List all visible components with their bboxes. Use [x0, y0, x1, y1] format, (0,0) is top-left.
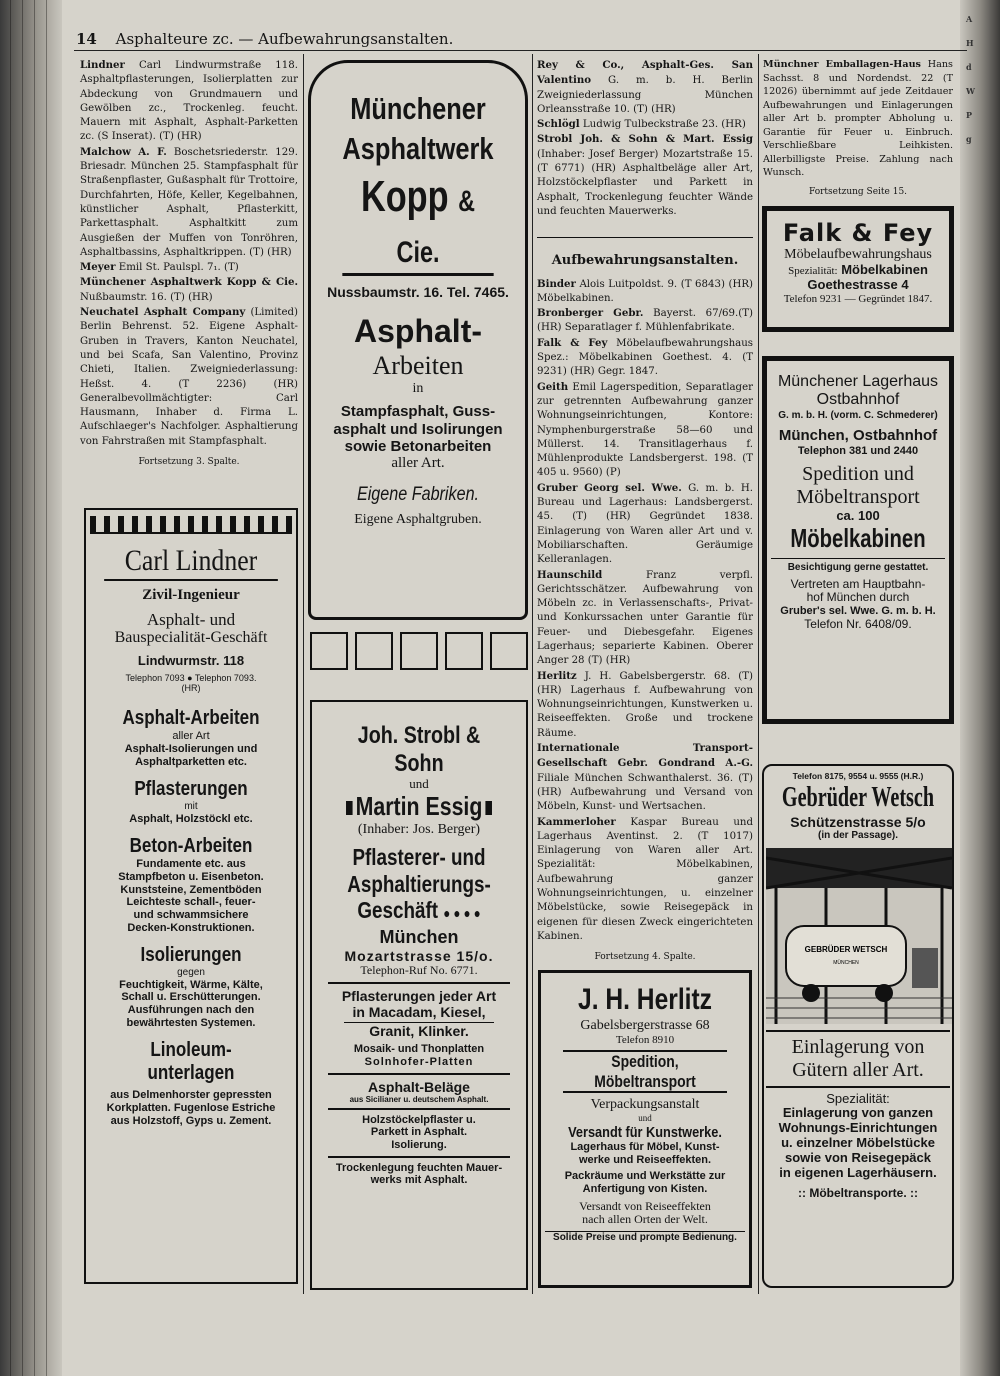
- ad-strobl-line: Pflasterungen jeder Art: [341, 988, 497, 1004]
- entry-name: Strobl Joh. & Sohn & Mart. Essig: [537, 133, 753, 146]
- continuation-note: Fortsetzung Seite 15.: [808, 186, 908, 197]
- ad-lagerhaus-line: Telefon Nr. 6408/09.: [804, 616, 912, 631]
- ad-lindner-heading: Beton-Arbeiten: [129, 835, 253, 858]
- entry-name: Gruber Georg sel. Wwe.: [537, 481, 682, 494]
- ad-herlitz-line: Solide Preise und prompte Bedienung.: [545, 1231, 745, 1244]
- ad-kopp-line: in: [412, 381, 424, 397]
- ad-herlitz: [538, 970, 752, 1288]
- ad-strobl-line: Martin Essig: [336, 792, 502, 822]
- entry-text: G. m. b. H. Berlin Zweigniederlassung München Orleansstraße 10. (T) (HR): [537, 75, 753, 115]
- entry-name: Malchow A. F.: [80, 145, 167, 158]
- continuation-note: Fortsetzung 3. Spalte.: [138, 457, 240, 468]
- ad-strobl-line: Granit, Klinker.: [344, 1022, 494, 1039]
- entry-name: Herlitz: [537, 669, 577, 682]
- ad-lindner-heading: Isolierungen: [140, 944, 242, 967]
- ad-lindner-line: (HR): [181, 682, 201, 693]
- ad-lindner-line: Decken-Konstruktionen.: [127, 921, 255, 934]
- ad-wetsch-line: in eigenen Lagerhäusern.: [779, 1165, 937, 1181]
- ad-kopp-line: Arbeiten: [372, 351, 464, 381]
- ad-lindner-heading: unterlagen: [147, 1062, 235, 1085]
- ad-wetsch-line: Einlagerung von ganzen: [782, 1105, 934, 1121]
- column-3-listings: [537, 58, 753, 965]
- ad-muenchener-lagerhaus: [762, 356, 954, 724]
- ad-falk-fey: [762, 206, 954, 332]
- ad-lindner-line: Bauspecialität-Geschäft: [114, 629, 268, 647]
- book-binding: [0, 0, 62, 1376]
- ad-lagerhaus-line: hof München durch: [806, 590, 910, 605]
- ad-wetsch-line: Gütern aller Art.: [766, 1059, 950, 1088]
- next-page-edge: A H d W P g: [960, 0, 1000, 1376]
- directory-entry: [80, 145, 298, 260]
- running-title: Asphalteure zc. — Aufbewahrungsanstalten.: [115, 30, 454, 48]
- ad-lagerhaus-line: G. m. b. H. (vorm. C. Schmederer): [778, 409, 938, 421]
- ad-lindner-heading: Linoleum-: [150, 1039, 232, 1062]
- ad-falk-line: Falk & Fey: [782, 219, 934, 247]
- ad-lagerhaus-line: Gruber's sel. Wwe. G. m. b. H.: [780, 605, 936, 618]
- ad-kopp-line: asphalt und Isolirungen: [333, 420, 503, 438]
- ad-strobl-line: in Macadam, Kiesel,: [352, 1004, 486, 1021]
- ad-lindner-line: gegen: [177, 967, 205, 979]
- ad-herlitz-line: Lagerhaus für Möbel, Kunst-: [570, 1141, 720, 1154]
- entry-name: Rey & Co., Asphalt-Ges. San Valentino: [537, 59, 753, 87]
- entry-name: Schlögl: [537, 118, 580, 131]
- ad-herlitz-line: werke und Reiseeffekten.: [578, 1153, 712, 1166]
- ad-lindner-line: aus Delmenhorster gepressten: [110, 1089, 272, 1102]
- entry-name: Münchner Emballagen-Haus: [763, 59, 921, 70]
- entry-name: Falk & Fey: [537, 336, 608, 349]
- ad-herlitz-line: Versandt von Reiseeffekten: [579, 1198, 711, 1213]
- ad-strobl-line: aus Sicilianer u. deutschem Asphalt.: [349, 1094, 489, 1104]
- directory-entry: [80, 260, 298, 275]
- ad-herlitz-line: Spedition, Möbeltransport: [563, 1050, 727, 1093]
- ad-herlitz-line: J. H. Herlitz: [578, 983, 712, 1016]
- entry-text: Boschetsriederstr. 129. Briesadr. München 25. Stampfasphalt für Straßenpflaster, Gußasphalt für Trottoire, Durchfahrten, Höfe, Keller, Kegelbahnen, künstlicher Asphalt, Pflasterkitt, Parkettasphalt. Asphaltkitt zum Ausgießen der Muffen von Tonröhren, Asphaltbassins, Asphaltkrippen. (T) (HR): [80, 146, 298, 258]
- ad-kopp-asphaltwerk: [308, 60, 528, 620]
- ad-carl-lindner: [84, 508, 298, 1284]
- ad-lindner-telephone: Telephon 7093 ● Telephon 7093.: [125, 672, 257, 683]
- page-number: 14: [76, 30, 97, 48]
- ad-lindner-line: Kunststeine, Zementböden: [120, 883, 262, 896]
- entry-text: Ludwig Tulbeckstraße 23. (HR): [582, 119, 746, 131]
- ad-strobl-line: Telephon-Ruf No. 6771.: [360, 963, 478, 978]
- entry-text: Kaspar Bureau und Lagerhaus Aventinst. 2. (T 1017) Einlagerung von Waren aller Art. Spezialität: Möbelkabinen, Aufbewahrung ganzer Wohnungseinrichtungen, u. einzelner Möbelstücke, sowie Reisegepäck in eigenen für diesen Zweck eingerichteten Kabinen.: [537, 816, 753, 942]
- ad-lagerhaus-line: Besichtigung gerne gestattet.: [771, 558, 945, 574]
- ad-lindner-line: Lindwurmstr. 118: [137, 652, 245, 668]
- ad-wetsch-line: Wohnungs-Einrichtungen: [778, 1120, 938, 1136]
- wagon-lettering: MÜNCHEN: [833, 959, 859, 966]
- ad-kopp-name: Kopp & Cie.: [342, 172, 493, 276]
- ad-wetsch-line: Schützenstrasse 5/o: [790, 813, 926, 830]
- ad-falk-line: Möbelaufbewahrungshaus: [784, 247, 932, 262]
- entry-text: Carl Lindwurmstraße 118. Asphaltpflasterungen, Isolierplatten zur Abdeckung von Grundmauern und Gewölben zc., Trockenleg. feucht. Mauern mit Asphalt, Asphalt-Parketten zc. (S Inserat). (T) (HR): [80, 60, 298, 143]
- ad-strobl-line: München: [379, 927, 459, 948]
- ad-lindner-heading: Pflasterungen: [134, 778, 248, 801]
- warehouse-illustration: [766, 848, 952, 1024]
- directory-entry: [537, 306, 753, 336]
- column-1-listings: [80, 58, 298, 469]
- entry-text: Emil St. Paulspl. 7₁. (T): [118, 262, 239, 274]
- ad-kopp-line: Asphalt-: [354, 312, 482, 349]
- ad-kopp-line: Eigene Asphaltgruben.: [354, 512, 482, 528]
- ad-wetsch-line: Telefon 8175, 9554 u. 9555 (H.R.): [792, 771, 924, 781]
- directory-entry: [537, 277, 753, 307]
- ad-strobl-line: und: [409, 776, 429, 792]
- ad-strobl-line: Asphaltierungs-: [347, 870, 491, 897]
- ad-lindner-line: Feuchtigkeit, Wärme, Kälte,: [119, 978, 263, 991]
- ad-gebrueder-wetsch: [762, 764, 954, 1288]
- ad-kopp-line: Asphaltwerk: [342, 130, 494, 166]
- ad-lagerhaus-line: ca. 100: [836, 508, 880, 524]
- directory-entry: [537, 568, 753, 669]
- ad-lindner-line: Asphalt-Isolierungen und: [124, 742, 258, 755]
- ad-wetsch-line: Spezialität:: [826, 1090, 890, 1106]
- continuation-note: Fortsetzung 4. Spalte.: [594, 952, 696, 963]
- directory-entry: [763, 58, 953, 180]
- ad-lagerhaus-line: Münchener Lagerhaus: [777, 373, 939, 390]
- ad-lindner-line: aller Art: [172, 730, 210, 743]
- ad-lindner-line: Schall u. Erschütterungen.: [121, 991, 261, 1004]
- ad-lindner-heading: Asphalt-Arbeiten: [122, 707, 260, 730]
- entry-text: Franz verpfl. Gerichtsschätzer. Aufbewahrung von Möbeln zc. in Verlassenschafts-, Privat- und Konkurssachen unter Garantie für Feuer- und Diebesgefahr. Eigenes Lagerhaus; separierte Kabinen. Oberer Anger 28 (T) (HR): [537, 569, 753, 667]
- entry-name: Internationale Transport-Gesellschaft Gebr. Gondrand A.-G.: [537, 742, 753, 770]
- ad-lindner-line: Asphalt- und: [146, 609, 236, 629]
- directory-entry: [537, 117, 753, 132]
- ad-wetsch-line: Einlagerung von: [766, 1030, 950, 1059]
- ad-lindner-line: Asphalt, Holzstöckl etc.: [129, 812, 253, 825]
- entry-text: J. H. Gabelsbergerstr. 68. (T) (HR) Lagerhaus f. Aufbewahrung von Wohnungseinrichtungen, Kunstwerken u. Reiseeffekten. Große und trockene Räume.: [537, 670, 753, 739]
- entry-text: Nußbaumstr. 16. (T) (HR): [80, 291, 213, 303]
- ad-lagerhaus-line: München, Ostbahnhof: [778, 427, 938, 445]
- entry-name: Neuchatel Asphalt Company: [80, 306, 246, 319]
- ad-lindner-line: Korkplatten. Fugenlose Estriche: [106, 1101, 276, 1114]
- ad-strobl-line: (Inhaber: Jos. Berger): [357, 822, 481, 838]
- ad-strobl-line: Asphalt-Beläge: [368, 1078, 470, 1095]
- ad-lindner-line: Fundamente etc. aus: [136, 858, 246, 871]
- ad-lagerhaus-line: Telephon 381 und 2440: [797, 444, 919, 457]
- ad-strobl-line: Mosaik- und Thonplatten: [353, 1043, 485, 1056]
- ad-lindner-line: mit: [184, 801, 198, 813]
- ad-strobl-line: Trockenlegung feuchten Mauer-: [335, 1161, 503, 1174]
- directory-entry: [537, 58, 753, 117]
- ad-strobl-line: Isolierung.: [391, 1139, 447, 1152]
- directory-entry: [537, 380, 753, 481]
- ad-kopp-line: sowie Betonarbeiten: [344, 437, 492, 455]
- ad-lindner-line: Ausführungen nach den: [127, 1004, 255, 1016]
- ad-strobl-line: Parkett in Asphalt.: [370, 1126, 468, 1139]
- entry-name: Meyer: [80, 261, 116, 274]
- ad-herlitz-line: Anfertigung von Kisten.: [582, 1182, 708, 1195]
- ad-kopp-address: Nussbaumstr. 16. Tel. 7465.: [327, 284, 509, 301]
- ad-herlitz-line: Packräume und Werkstätte zur: [564, 1170, 726, 1183]
- directory-entry: [80, 275, 298, 305]
- directory-entry: [80, 305, 298, 449]
- ad-lindner-line: bewährtesten Systemen.: [126, 1016, 256, 1029]
- ad-strobl-essig: [310, 700, 528, 1290]
- ad-lindner-border: [90, 516, 292, 534]
- ad-falk-line: Goethestrasse 4: [807, 277, 909, 293]
- entry-name: Bronberger Gebr.: [537, 307, 644, 320]
- directory-entry: [537, 132, 753, 219]
- directory-entry: [537, 669, 753, 741]
- ad-kopp-line: Eigene Fabriken.: [356, 484, 480, 506]
- entry-name: Haunschild: [537, 568, 603, 581]
- entry-text: Alois Luitpoldst. 9. (T 6843) (HR) Möbelkabinen.: [537, 278, 753, 304]
- entry-name: Lindner: [80, 59, 125, 71]
- ad-falk-line: Telefon 9231 — Gegründet 1847.: [783, 292, 933, 305]
- ad-lindner-line: Stampfbeton u. Eisenbeton.: [118, 871, 264, 884]
- ad-strobl-line: Pflasterer- und: [352, 844, 486, 871]
- ad-wetsch-line: (in der Passage).: [817, 830, 899, 842]
- directory-entry: [80, 58, 298, 145]
- ad-herlitz-line: nach allen Orten der Welt.: [582, 1212, 708, 1227]
- ad-strobl-line: Holzstöckelpflaster u.: [362, 1113, 476, 1126]
- ad-lindner-line: Asphaltparketten etc.: [135, 755, 247, 768]
- ad-lindner-name: Carl Lindner: [104, 544, 278, 581]
- ad-kopp-line: aller Art.: [391, 455, 445, 472]
- ad-falk-line: Spezialität: Möbelkabinen: [788, 262, 928, 278]
- ad-strobl-line: Solnhofer-Platten: [364, 1055, 474, 1068]
- page-header: [76, 30, 766, 48]
- ad-strobl-line: Geschäft ● ● ● ●: [357, 896, 481, 923]
- entry-text: (Limited) Berlin Behrenst. 52. Eigene Asphalt-Gruben in Travers, Kanton Neuchatel, und bei Scafa, San Valentino, Provinz Chieti, Italien. Zweigniederlassung: Heßst. 4. (T 2236) (HR) Generalbevollmächtigter: Carl Hausmann, Inhaber d. Firma L. Aufschlaeger's Nachfolger. Asphaltierung von Fahrstraßen mit Stampfasphalt.: [80, 307, 298, 447]
- column-4-listings: [763, 58, 953, 199]
- directory-entry: [537, 336, 753, 380]
- ad-herlitz-line: Verpackungsanstalt: [590, 1097, 700, 1113]
- ad-lagerhaus-line: Vertreten am Hauptbahn-: [790, 576, 926, 591]
- entry-text: Möbelaufbewahrungshaus Spez.: Möbelkabinen Goethest. 4. (T 9231) (HR) Gegr. 1847.: [537, 337, 753, 378]
- entry-text: Hans Sachsst. 8 und Nordendst. 22 (T 12026) übernimmt auf jede Zeitdauer Aufbewahrungen und Einlagerungen aller Art b. prompter Abholung u. Garantie für Feuer u. Einbruch. Verschließbare Leihkisten. Allerbilligste Preise. Zahlung nach Wunsch.: [763, 59, 953, 178]
- ornament-row: [310, 632, 528, 672]
- ad-strobl-line: werks mit Asphalt.: [370, 1174, 468, 1187]
- entry-name: Münchener Asphaltwerk Kopp & Cie.: [80, 276, 298, 289]
- ad-lagerhaus-line: Spedition und: [802, 463, 914, 486]
- ad-lindner-line: und schwammsichere: [133, 908, 249, 921]
- entry-text: Filiale München Schwanthalerst. 36. (T) (HR) Aufbewahrung und Versand von Möbeln, Kunst- und Wertsachen.: [537, 772, 753, 813]
- wagon-lettering: GEBRÜDER WETSCH: [804, 944, 888, 954]
- ad-kopp-line: Münchener: [350, 91, 486, 126]
- entry-name: Binder: [537, 277, 576, 290]
- ad-herlitz-line: Telefon 8910: [615, 1033, 675, 1046]
- ad-lagerhaus-line: Möbelkabinen: [790, 523, 926, 554]
- entry-text: (Inhaber: Josef Berger) Mozartstraße 15. (T 6771) (HR) Asphaltbeläge aller Art, Holzstöckelpflaster und Parkett in Asphalt, Trockenlegung feuchter Wände und feuchten Mauerwerks.: [537, 148, 753, 217]
- directory-entry: [537, 815, 753, 945]
- ad-strobl-line: Joh. Strobl & Sohn: [357, 722, 481, 777]
- ad-wetsch-line: u. einzelner Möbelstücke: [781, 1135, 935, 1151]
- ad-lagerhaus-line: Möbeltransport: [796, 486, 920, 509]
- ad-lindner-line: aus Holzstoff, Gyps u. Zement.: [110, 1114, 272, 1127]
- ad-herlitz-line: Gabelsbergerstrasse 68: [580, 1017, 710, 1033]
- section-title: Aufbewahrungsanstalten.: [551, 253, 739, 269]
- ad-lindner-line: Zivil-Ingenieur: [142, 586, 240, 603]
- entry-name: Geith: [537, 380, 569, 393]
- ad-lindner-line: Leichteste schall-, feuer-: [126, 896, 256, 909]
- entry-name: Kammerloher: [537, 815, 616, 828]
- ad-herlitz-line: und: [638, 1113, 652, 1124]
- entry-text: G. m. b. H. Bureau und Lagerhaus: Landsbergerst. 45. (T) (HR) Gegründet 1838. Einlagerung von Waren aller Art und v. Mobiliarschaften. Geräumige Kelleranlagen.: [537, 482, 753, 566]
- ad-wetsch-name: Gebrüder Wetsch: [781, 781, 935, 813]
- entry-text: Emil Lagerspedition, Separatlager zur getrennten Aufbewahrung ganzer Wohnungseinrichtungen, Kontore: Nymphenburgerstraße 58—60 und Müllerst. 14. Transitlagerhaus f. Mühlenprodukte Landsbergerst. 198. (T 405 u. 9560) (P): [537, 381, 753, 479]
- ad-wetsch-line: :: Möbeltransporte. ::: [798, 1186, 918, 1201]
- ad-kopp-line: Stampfasphalt, Guss-: [340, 403, 496, 421]
- entry-text: Bayerst. 67/69.(T) (HR) Separatlager f. Mühlenfabrikate.: [537, 308, 753, 334]
- ad-lagerhaus-line: Ostbahnhof: [816, 391, 900, 409]
- directory-entry: [537, 741, 753, 814]
- directory-entry: [537, 481, 753, 568]
- ad-herlitz-line: Versandt für Kunstwerke.: [568, 1123, 722, 1141]
- ad-wetsch-line: sowie von Reisegepäck: [785, 1150, 931, 1166]
- ad-strobl-line: Mozartstrasse 15/o.: [344, 948, 494, 965]
